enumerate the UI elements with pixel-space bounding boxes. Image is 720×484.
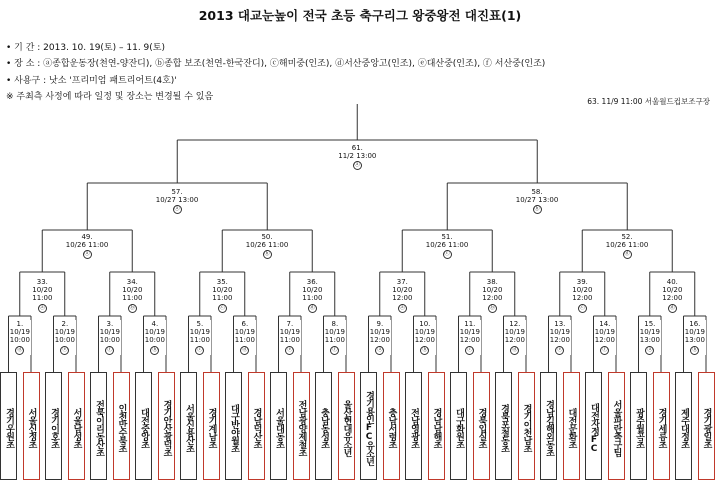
venue-mark: ⓐ [399, 304, 406, 311]
team-box: 충남서령초 [383, 372, 400, 480]
match-text: 10/20 [212, 286, 233, 295]
venue-mark: ⓓ [17, 346, 23, 353]
ball-info: • 사용구 : 낫소 '프리미엄 패트리어트(4호)' [6, 76, 177, 86]
notice-info: ※ 주최측 사정에 따라 일정 및 장소는 변경될 수 있음 [6, 92, 214, 102]
venue-mark: ⓓ [669, 304, 676, 311]
team-box: 대전문화초 [563, 372, 580, 480]
team-box: 제주대정초 [675, 372, 692, 480]
match-text: 49. [81, 233, 93, 241]
match-r2 [571, 278, 593, 313]
venue-mark: ⓓ [624, 251, 630, 258]
team-box: 경북입실초 [473, 372, 490, 480]
final-match-label: 63. 11/9 11:00 서울월드컵보조구장 [587, 97, 710, 106]
match-final [337, 144, 377, 170]
match-r1 [99, 320, 121, 355]
match-text: 10/26 11:00 [605, 241, 649, 250]
match-text: 11. [464, 320, 476, 328]
team-box: 전남영광초 [405, 372, 422, 480]
match-r4 [515, 188, 560, 214]
match-text: 10/20 [662, 286, 683, 295]
team-box: 경기광일초 [698, 372, 715, 480]
venue-mark: ⓑ [264, 251, 270, 258]
match-text: 12:00 [549, 336, 570, 345]
match-text: 10/19 [9, 328, 30, 337]
match-text: 10:00 [9, 336, 30, 345]
match-text: 38. [486, 278, 498, 286]
venue-mark: ⓒ [219, 304, 226, 311]
match-r1 [189, 320, 211, 355]
match-text: 4. [151, 320, 159, 328]
match-text: 10/19 [189, 328, 210, 337]
venue-mark: ⓔ [287, 346, 293, 353]
venue-mark: ⓐ [174, 206, 180, 213]
team-box: 경기이천남초 [518, 372, 535, 480]
match-text: 10/19 [549, 328, 570, 337]
team-box: 전남광양제철초 [293, 372, 310, 480]
team-box: 대구화원초 [450, 372, 467, 480]
match-text: 10/19 [144, 328, 165, 337]
match-text: 10/20 [572, 286, 593, 295]
match-text: 61. [351, 144, 363, 152]
venue-mark: ⓐ [647, 346, 653, 353]
match-r1 [414, 320, 436, 355]
match-text: 16. [689, 320, 701, 328]
match-r1 [279, 320, 301, 355]
match-text: 10/19 [639, 328, 660, 337]
match-text: 10. [419, 320, 431, 328]
match-text: 51. [441, 233, 453, 241]
match-text: 12:00 [459, 336, 480, 345]
match-text: 33. [36, 278, 48, 286]
team-box: 경남남해초 [428, 372, 445, 480]
team-box: 경북포철동초 [495, 372, 512, 480]
match-r1 [234, 320, 256, 355]
match-text: 52. [621, 233, 633, 241]
match-text: 11:00 [32, 294, 53, 303]
match-text: 40. [666, 278, 678, 286]
match-text: 6. [241, 320, 249, 328]
match-text: 10/19 [54, 328, 75, 337]
match-text: 10/19 [234, 328, 255, 337]
match-text: 10/19 [414, 328, 435, 337]
match-r2 [121, 278, 143, 313]
match-text: 57. [171, 188, 183, 196]
team-box: 충남동성초 [315, 372, 332, 480]
venue-mark: ⓑ [152, 346, 158, 353]
team-box: 경기계남초 [203, 372, 220, 480]
match-text: 13:00 [684, 336, 705, 345]
match-text: 36. [306, 278, 318, 286]
match-text: 12:00 [572, 294, 593, 303]
team-box: 서울신정초 [23, 372, 40, 480]
venue-mark: ⓐ [39, 304, 46, 311]
team-box: 대전자정FC [585, 372, 602, 480]
match-r1 [9, 320, 31, 355]
match-text: 10/19 [324, 328, 345, 337]
venue-mark: ⓑ [489, 304, 496, 311]
match-text: 12:00 [369, 336, 390, 345]
match-text: 2. [61, 320, 69, 328]
match-text: 10/19 [684, 328, 705, 337]
venue-mark: ⓕ [107, 346, 113, 353]
match-text: 3. [106, 320, 114, 328]
match-text: 8. [331, 320, 339, 328]
match-text: 10/19 [99, 328, 120, 337]
venue-mark: ⓒ [197, 346, 203, 353]
team-box: 대전중앙초 [135, 372, 152, 480]
match-text: 11:00 [324, 336, 345, 345]
match-text: 10/19 [594, 328, 615, 337]
match-r1 [504, 320, 526, 355]
match-r1 [324, 320, 346, 355]
match-r1 [594, 320, 616, 355]
match-text: 1. [16, 320, 24, 328]
match-text: 34. [126, 278, 138, 286]
match-text: 10/20 [392, 286, 413, 295]
team-box: 경기세류초 [653, 372, 670, 480]
match-text: 13. [554, 320, 566, 328]
venue-mark: ⓐ [377, 346, 383, 353]
match-r2 [211, 278, 233, 313]
venue-mark: ⓕ [602, 346, 608, 353]
match-text: 10/27 13:00 [155, 196, 199, 205]
match-text: 10/20 [122, 286, 143, 295]
match-r1 [639, 320, 661, 355]
match-text: 11:00 [189, 336, 210, 345]
match-r2 [661, 278, 683, 313]
match-text: 13:00 [639, 336, 660, 345]
period-info: • 기 간 : 2013. 10. 19(토) – 11. 9(토) [6, 43, 165, 53]
match-r2 [31, 278, 53, 313]
match-r2 [301, 278, 323, 313]
venue-mark: ⓑ [692, 346, 698, 353]
venue-mark: ⓔ [557, 346, 563, 353]
venue-mark: ⓐ [354, 162, 361, 169]
venue-mark: ⓕ [332, 346, 338, 353]
match-r3 [605, 233, 650, 259]
match-r3 [245, 233, 290, 259]
team-box: 전북이리동산초 [90, 372, 107, 480]
venue-mark: ⓒ [444, 251, 450, 258]
match-text: 10/19 [369, 328, 390, 337]
match-text: 39. [576, 278, 588, 286]
team-box: 서울신용산초 [180, 372, 197, 480]
match-r2 [391, 278, 413, 313]
venue-mark: ⓓ [309, 304, 316, 311]
venue-mark: ⓑ [534, 206, 540, 213]
match-r1 [459, 320, 481, 355]
match-r1 [54, 320, 76, 355]
match-text: 10/19 [459, 328, 480, 337]
match-r3 [425, 233, 470, 259]
team-box: 경남김해외동초 [540, 372, 557, 480]
match-text: 12. [509, 320, 521, 328]
venue-mark: ⓐ [84, 251, 90, 258]
match-text: 11:00 [302, 294, 323, 303]
match-text: 12:00 [482, 294, 503, 303]
match-text: 10/20 [32, 286, 53, 295]
team-box: 인천만수북초 [113, 372, 130, 480]
match-text: 15. [644, 320, 656, 328]
match-text: 50. [261, 233, 273, 241]
venue-mark: ⓒ [579, 304, 586, 311]
page-title: 2013 대교눈높이 전국 초등 축구리그 왕중왕전 대진표(1) [198, 8, 522, 23]
match-text: 12:00 [392, 294, 413, 303]
team-box: 서울파란축구팀 [608, 372, 625, 480]
match-r1 [549, 320, 571, 355]
venue-info: • 장 소 : ⓐ종합운동장(천연-양잔디), ⓑ종합 보조(천연-한국잔디), ⓒ해미중(인조), ⓓ서산중앙고(인조), ⓔ대산중(인조), ⓕ 서산중(인조) [6, 59, 546, 69]
team-box: 울산현대유소년 [338, 372, 355, 480]
match-text: 35. [216, 278, 228, 286]
match-text: 12:00 [504, 336, 525, 345]
match-text: 14. [599, 320, 611, 328]
match-text: 10/27 13:00 [515, 196, 559, 205]
venue-mark: ⓑ [129, 304, 136, 311]
match-text: 12:00 [594, 336, 615, 345]
team-box: 경기안산광덕초 [158, 372, 175, 480]
match-text: 7. [286, 320, 294, 328]
match-text: 5. [196, 320, 204, 328]
team-box: 서울대동초 [270, 372, 287, 480]
match-text: 10/26 11:00 [425, 241, 469, 250]
match-text: 10:00 [54, 336, 75, 345]
match-text: 12:00 [662, 294, 683, 303]
team-box: 광주월곡초 [630, 372, 647, 480]
match-text: 11:00 [234, 336, 255, 345]
team-box: 경기용인FC유소년 [360, 372, 377, 480]
match-text: 11:00 [279, 336, 300, 345]
team-box: 대구반야월초 [225, 372, 242, 480]
match-text: 10:00 [99, 336, 120, 345]
match-text: 9. [376, 320, 384, 328]
match-text: 11/2 13:00 [338, 152, 377, 161]
match-r4 [155, 188, 200, 214]
match-r1 [684, 320, 706, 355]
match-text: 10/19 [504, 328, 525, 337]
match-text: 37. [396, 278, 408, 286]
match-text: 10/20 [302, 286, 323, 295]
match-r2 [481, 278, 503, 313]
match-text: 10/26 11:00 [245, 241, 289, 250]
match-r1 [369, 320, 391, 355]
match-text: 10:00 [144, 336, 165, 345]
team-box: 경기이호초 [45, 372, 62, 480]
venue-mark: ⓓ [242, 346, 248, 353]
team-box: 서울남성초 [68, 372, 85, 480]
match-r3 [65, 233, 110, 259]
match-text: 11:00 [122, 294, 143, 303]
venue-mark: ⓓ [512, 346, 518, 353]
team-box: 경기우원초 [0, 372, 17, 480]
venue-mark: ⓑ [422, 346, 428, 353]
match-text: 12:00 [414, 336, 435, 345]
match-text: 10/20 [482, 286, 503, 295]
match-text: 10/19 [279, 328, 300, 337]
venue-mark: ⓒ [467, 346, 473, 353]
match-text: 10/26 11:00 [65, 241, 109, 250]
team-box: 경남덕산초 [248, 372, 265, 480]
match-text: 58. [531, 188, 543, 196]
venue-mark: ⓔ [62, 346, 68, 353]
match-text: 11:00 [212, 294, 233, 303]
match-r1 [144, 320, 166, 355]
